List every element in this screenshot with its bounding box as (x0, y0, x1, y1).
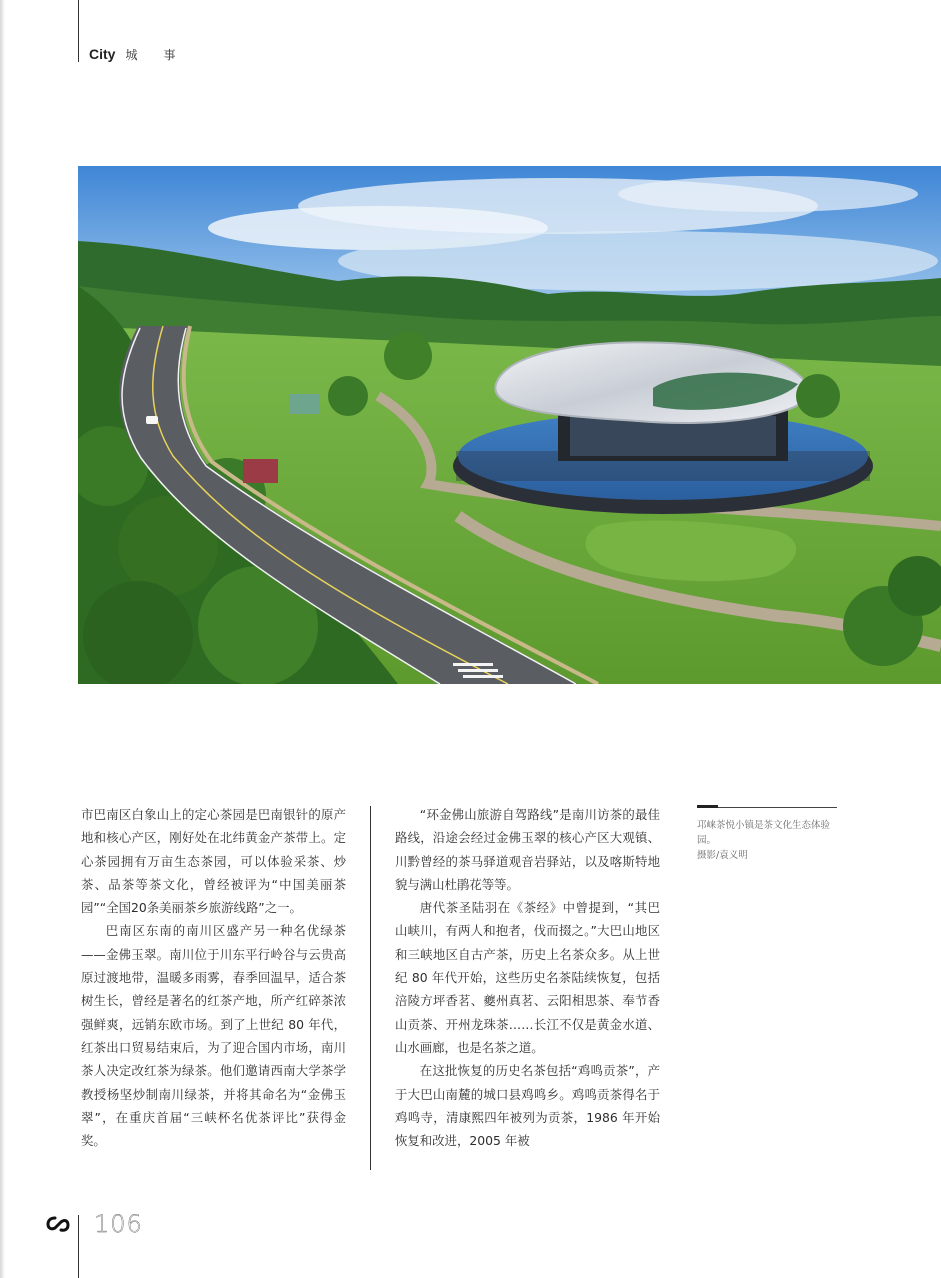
column-divider (370, 806, 371, 1170)
paragraph: “环金佛山旅游自驾路线”是南川访茶的最佳路线，沿途会经过金佛玉翠的核心产区大观镇、川黔曾经的茶马驿道观音岩驿站，以及喀斯特地貌与满山杜鹃花等等。 (395, 807, 660, 892)
article-column-left (81, 803, 346, 1152)
paragraph: 在这批恢复的历史名茶包括“鸡鸣贡茶”，产于大巴山南麓的城口县鸡鸣乡。鸡鸣贡茶得名于鸡鸣寺，清康熙四年被列为贡茶，1986 年开始恢复和改进，2005 年被 (395, 1063, 660, 1149)
footer-vertical-rule (78, 1215, 79, 1278)
section-label (89, 46, 201, 63)
page-edge-shadow (0, 0, 5, 1278)
section-label-en: City (89, 46, 116, 62)
magazine-logo-icon (46, 1214, 70, 1240)
section-label-cn: 城事 (125, 48, 202, 62)
caption-rule (697, 807, 837, 808)
photo-caption (697, 818, 842, 863)
page-number: 106 (94, 1210, 143, 1238)
caption-text: 邛崃茶悦小镇是茶文化生态体验园。 (697, 820, 831, 846)
caption-rule-accent (697, 805, 718, 808)
paragraph: 巴南区东南的南川区盛产另一种名优绿茶——金佛玉翠。南川位于川东平行岭谷与云贵高原过渡地带，温暖多雨雾，春季回温早，适合茶树生长，曾经是著名的红茶产地，所产红碎茶浓强鲜爽，远销东欧市场。到了上世纪 80 年代，红茶出口贸易结束后，为了迎合国内市场，南川茶人决定改红茶为绿茶。他们邀请西南大学茶学教授杨坚炒制南川绿茶，并将其命名为“金佛玉翠”，在重庆首届“三峡杯名优茶评比”获得金奖。 (81, 923, 346, 1149)
paragraph: 唐代茶圣陆羽在《茶经》中曾提到，“其巴山峡川，有两人和抱者，伐而掇之。”大巴山地区和三峡地区自古产茶，历史上名茶众多。从上世纪 80 年代开始，这些历史名茶陆续恢复，包括涪陵方坪香茗、夔州真茗、云阳相思茶、奉节香山贡茶、开州龙珠茶……长江不仅是黄金水道、山水画廊，也是名茶之道。 (395, 900, 660, 1055)
header-vertical-rule (78, 0, 79, 62)
feature-photo (78, 166, 941, 684)
caption-credit: 摄影/袁义明 (697, 850, 748, 861)
article-column-right (395, 803, 660, 1152)
paragraph: 市巴南区白象山上的定心茶园是巴南银针的原产地和核心产区，刚好处在北纬黄金产茶带上。定心茶园拥有万亩生态茶园，可以体验采茶、炒茶、品茶等茶文化，曾经被评为“中国美丽茶园”“全国20条美丽茶乡旅游线路”之一。 (81, 807, 346, 916)
